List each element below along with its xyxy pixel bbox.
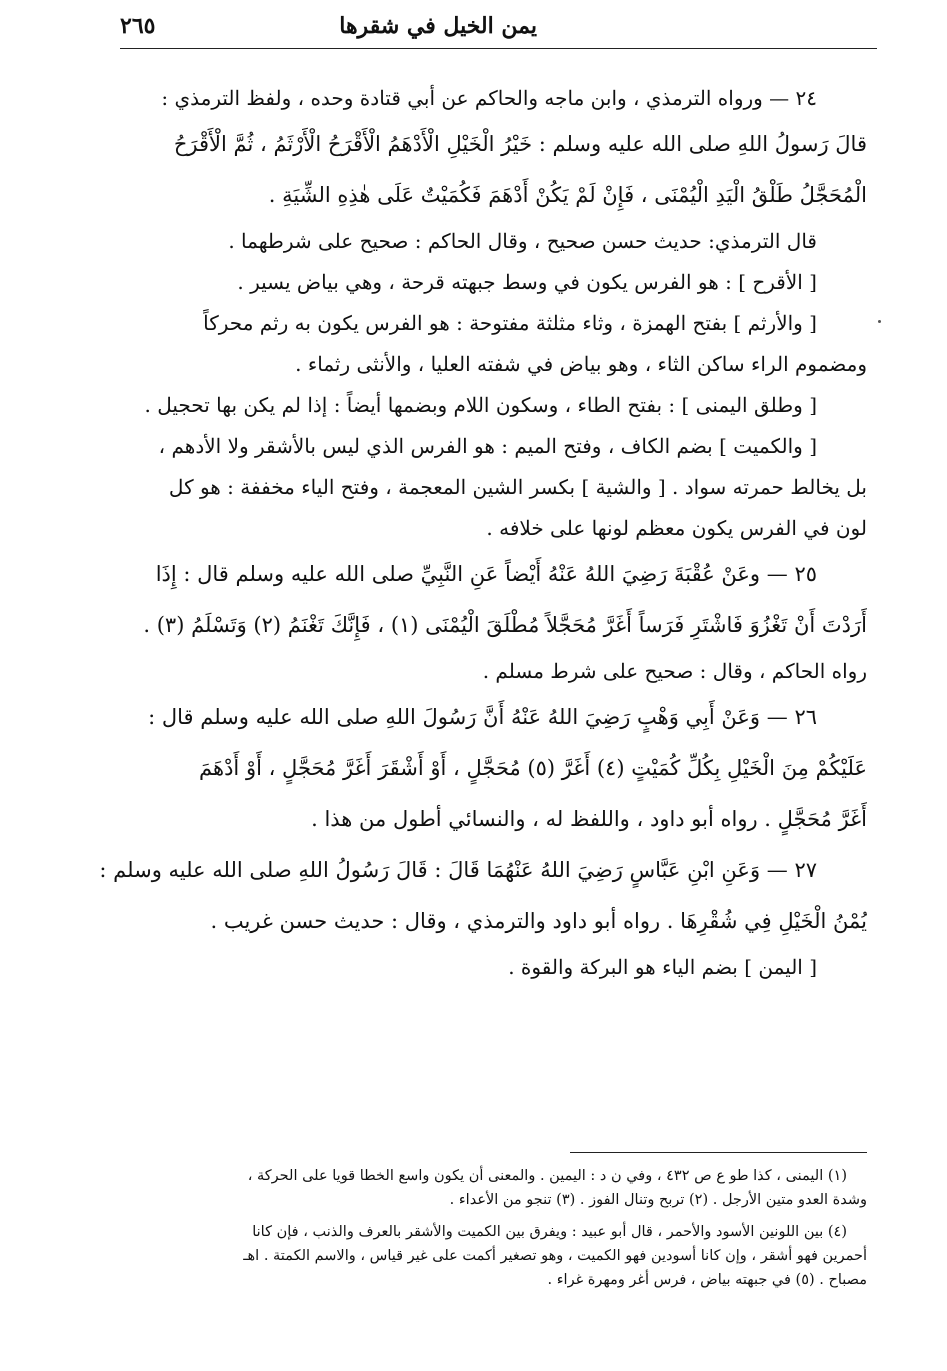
text-line: قال الترمذي: حديث حسن صحيح ، وقال الحاكم : صحيح على شرطهما .	[228, 229, 817, 253]
text-line: قالَ رَسولُ اللهِ صلى الله عليه وسلم : خَيْرُ الْخَيْلِ الْأَدْهَمُ الْأَقْرَحُ الْأَرْثَمُ ، ثُمَّ الْأَقْرَحُ	[173, 132, 867, 156]
text-line: [ وطلق اليمنى ] : بفتح الطاء ، وسكون اللام وبضمها أيضاً : إذا لم يكن بها تحجيل .	[144, 393, 817, 417]
text-line: لون في الفرس يكون معظم لونها على خلافه .	[486, 516, 867, 540]
text-line: ٢٧ — وَعَنِ ابْنِ عَبَّاسٍ رَضِيَ اللهُ عَنْهُمَا قَالَ : قَالَ رَسُولُ اللهِ صلى الله عليه وسلم :	[99, 858, 817, 882]
footnote-line: (٤) بين اللونين الأسود والأحمر ، قال أبو عبيد : ويفرق بين الكميت والأشقر بالعرف والذنب ، فإن كانا	[252, 1224, 847, 1240]
text-line: عَلَيْكُمْ مِنَ الْخَيْلِ بِكُلِّ كُمَيْتٍ (٤) أَغَرَّ (٥) مُحَجَّلٍ ، أَوْ أَشْقَرَ أَغَرَّ مُحَجَّلٍ ، أَوْ أَدْهَمَ	[199, 756, 867, 780]
text-line: [ والكميت ] بضم الكاف ، وفتح الميم : هو الفرس الذي ليس بالأشقر ولا الأدهم ،	[158, 434, 817, 458]
main-text	[62, 78, 867, 988]
margin-mark	[878, 320, 881, 323]
footnote-divider	[570, 1152, 867, 1153]
text-line: [ الأقرح ] : هو الفرس يكون في وسط جبهته قرحة ، وهي بياض يسير .	[237, 270, 817, 294]
text-line: ٢٥ — وعَنْ عُقْبَةَ رَضِيَ اللهُ عَنْهُ أَيْضاً عَنِ النَّبِيِّ صلى الله عليه وسلم قال : إِذَا	[155, 562, 817, 586]
text-line: أَرَدْتَ أَنْ تَغْزُوَ فَاشْتَرِ فَرَساً أَغَرَّ مُحَجَّلاً مُطْلَقَ الْيُمْنَى (١) ، فَإِنَّكَ تَغْنَمُ (٢) وَتَسْلَمُ (٣) .	[143, 613, 867, 637]
text-line: الْمُحَجَّلُ طَلْقُ الْيَدِ الْيُمْنَى ، فَإِنْ لَمْ يَكُنْ أَدْهَمَ فَكُمَيْتٌ عَلَى هٰذِهِ الشِّيَةِ .	[268, 183, 867, 207]
text-line: بل يخالط حمرته سواد . [ والشية ] بكسر الشين المعجمة ، وفتح الياء مخففة : هو كل	[168, 475, 867, 499]
footnote-line: وشدة العدو متين الأرجل . (٢) تربح وتنال الفوز . (٣) تنجو من الأعداء .	[449, 1192, 867, 1208]
running-header	[120, 4, 877, 49]
footnote-line: أحمرين فهو أشقر ، وإن كانا أسودين فهو الكميت ، وهو تصغير أكمت على غير قياس ، والاسم الكمتة . اهـ	[243, 1248, 867, 1264]
text-line: [ اليمن ] بضم الياء هو البركة والقوة .	[508, 955, 817, 979]
footnote-line: (١) اليمنى ، كذا طو ع ص ٤٣٢ ، وفي ن د : اليمين . والمعنى أن يكون واسع الخطا قويا على الحركة ،	[247, 1168, 847, 1184]
text-line: [ والأرثم ] بفتح الهمزة ، وثاء مثلثة مفتوحة : هو الفرس يكون به رثم محركاً	[203, 311, 817, 335]
footnotes	[62, 1164, 867, 1292]
footnote-line: مصباح . (٥) في جبهته بياض ، فرس أغر ومهرة غراء .	[547, 1272, 867, 1288]
text-line: ومضموم الراء ساكن الثاء ، وهو بياض في شفته العليا ، والأنثى رثماء .	[295, 352, 867, 376]
page-number: ٢٦٥	[120, 13, 156, 39]
text-line: رواه الحاكم ، وقال : صحيح على شرط مسلم .	[482, 659, 867, 683]
text-line: ٢٦ — وَعَنْ أَبِي وَهْبٍ رَضِيَ اللهُ عَنْهُ أَنَّ رَسُولَ اللهِ صلى الله عليه وسلم قال :	[148, 705, 817, 729]
text-line: ٢٤ — ورواه الترمذي ، وابن ماجه والحاكم عن أبي قتادة وحده ، ولفظ الترمذي :	[161, 86, 817, 110]
running-title: يمن الخيل في شقرها	[339, 13, 537, 39]
text-line: أَغَرَّ مُحَجَّلٍ . رواه أبو داود ، واللفظ له ، والنسائي أطول من هذا .	[311, 807, 867, 831]
text-line: يُمْنُ الْخَيْلِ فِي شُقْرِهَا . رواه أبو داود والترمذي ، وقال : حديث حسن غريب .	[210, 909, 867, 933]
